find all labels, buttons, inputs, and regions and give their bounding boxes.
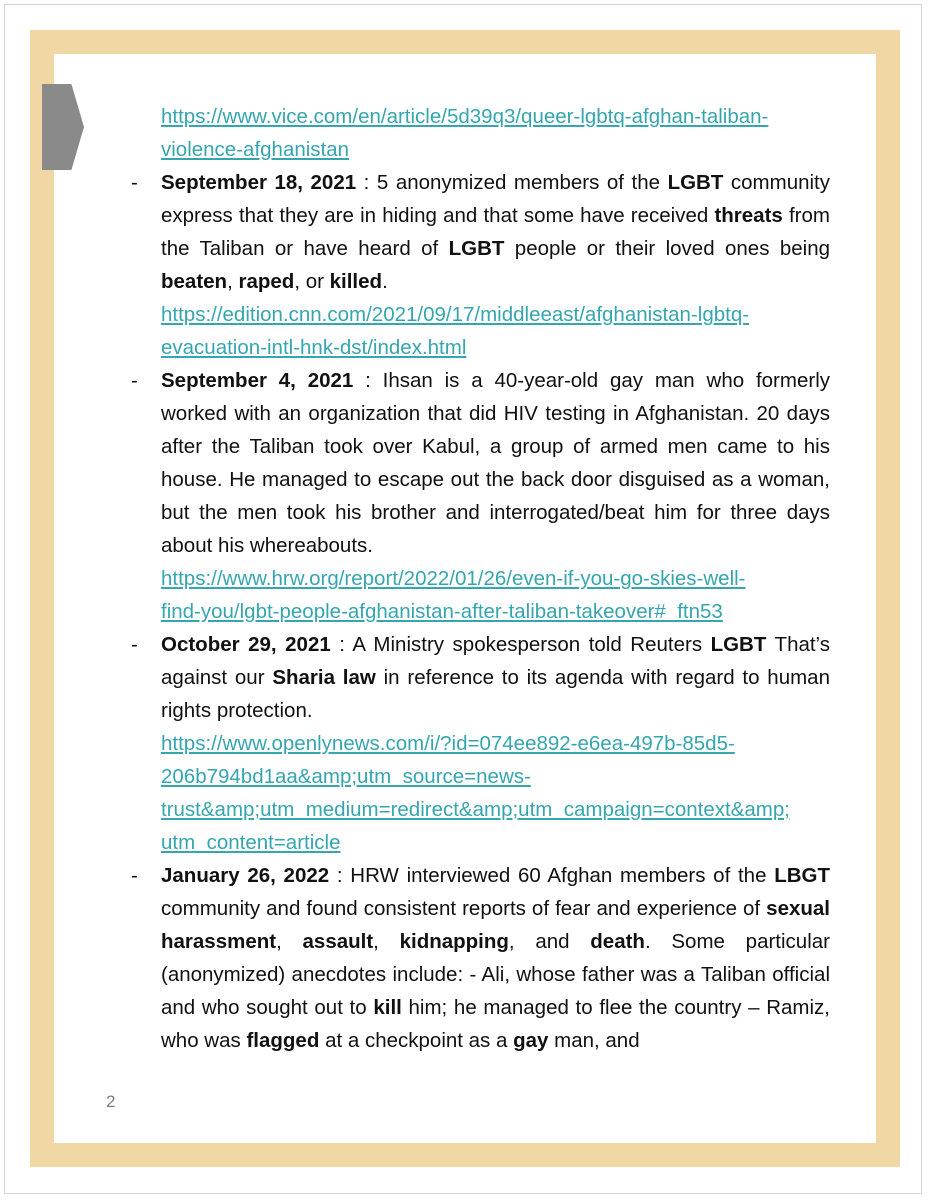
- page-number: 2: [106, 1092, 116, 1111]
- bullet-dash: -: [131, 171, 138, 194]
- entry-link-line[interactable]: https://www.hrw.org/report/2022/01/26/even-if-you-go-skies-well-: [161, 567, 746, 590]
- keyword: LGBT: [448, 237, 505, 260]
- entry-text: him; he managed to flee the country – Ramiz, who was: [161, 996, 830, 1052]
- timeline-entry-sep-18-2021: [124, 166, 830, 298]
- entry-text: people or their loved ones being: [504, 237, 830, 260]
- entry-text: community express that they are in hiding and that some have received: [161, 171, 831, 227]
- entry-body: [161, 364, 830, 562]
- entry-text: man, and: [548, 1029, 640, 1052]
- entry-text: ,: [373, 930, 400, 953]
- timeline-entry-sep-4-2021: [124, 364, 830, 562]
- keyword: assault: [302, 930, 374, 953]
- entry-text: : 5 anonymized members of the: [356, 171, 668, 194]
- entry-text: : A Ministry spokesperson told Reuters: [330, 633, 711, 656]
- entry-text: : Ihsan is a 40-year-old gay man who formerly worked with an organization that did HIV testing in Afghanistan. 20 days after the Taliban took over Kabul, a group of armed men came to his house. He managed to escape out the back door disguised as a woman, but the men took his brother and interrogated/beat him for three days about his whereabouts.: [161, 369, 830, 557]
- entry-link-line[interactable]: 206b794bd1aa&amp;utm_source=news-: [161, 765, 531, 788]
- keyword: Sharia law: [272, 666, 376, 689]
- keyword: LBGT: [774, 864, 830, 887]
- entry-text: in reference to its agenda with regard to human rights protection.: [161, 666, 830, 722]
- entry-body: [161, 628, 830, 727]
- entry-text: . Some particular (anonymized) anecdotes include: - Ali, whose father was a Taliban official and who sought out to: [161, 930, 830, 1019]
- keyword: sexual harassment: [161, 897, 830, 953]
- entry-link-line[interactable]: utm_content=article: [161, 831, 341, 854]
- entry-text: .: [382, 270, 388, 293]
- keyword: kill: [373, 996, 402, 1019]
- entry-text: , and: [508, 930, 591, 953]
- keyword: LGBT: [710, 633, 767, 656]
- entry-date: September 4, 2021: [161, 369, 354, 392]
- entry-body: [161, 859, 830, 1057]
- entry-link-line[interactable]: https://edition.cnn.com/2021/09/17/middleeast/afghanistan-lgbtq-: [161, 303, 750, 326]
- entry-text: That’s against our: [161, 633, 830, 689]
- entry-date: January 26, 2022: [161, 864, 330, 887]
- keyword: threats: [714, 204, 783, 227]
- entry-date: September 18, 2021: [161, 171, 357, 194]
- entry-date: October 29, 2021: [161, 633, 331, 656]
- bullet-dash: -: [131, 864, 138, 887]
- entry-body: [161, 166, 830, 298]
- entry-link-line[interactable]: evacuation-intl-hnk-dst/index.html: [161, 336, 467, 359]
- entry-text: at a checkpoint as a: [319, 1029, 514, 1052]
- entry-link-line[interactable]: trust&amp;utm_medium=redirect&amp;utm_campaign=context&amp;: [161, 798, 790, 821]
- keyword: raped: [238, 270, 295, 293]
- document-content: [124, 100, 830, 1057]
- bullet-dash: -: [131, 633, 138, 656]
- timeline-entry-jan-26-2022: [124, 859, 830, 1057]
- top-link-line-1[interactable]: https://www.vice.com/en/article/5d39q3/queer-lgbtq-afghan-taliban-: [161, 105, 769, 128]
- entry-text: ,: [276, 930, 303, 953]
- entry-link-line[interactable]: https://www.openlynews.com/i/?id=074ee892-e6ea-497b-85d5-: [161, 732, 735, 755]
- timeline-entry-oct-29-2021: [124, 628, 830, 727]
- bullet-dash: -: [131, 369, 138, 392]
- entry-link-line[interactable]: find-you/lgbt-people-afghanistan-after-taliban-takeover#_ftn53: [161, 600, 723, 623]
- entry-text: community and found consistent reports of fear and experience of: [161, 897, 767, 920]
- entry-text: , or: [294, 270, 330, 293]
- entry-text: from the Taliban or have heard of: [161, 204, 830, 260]
- keyword: gay: [513, 1029, 549, 1052]
- entry-text: ,: [227, 270, 239, 293]
- keyword: beaten: [161, 270, 228, 293]
- entry-text: : HRW interviewed 60 Afghan members of the: [329, 864, 775, 887]
- keyword: death: [590, 930, 645, 953]
- top-link-line-2[interactable]: violence-afghanistan: [161, 138, 350, 161]
- keyword: killed: [329, 270, 383, 293]
- keyword: LGBT: [667, 171, 724, 194]
- keyword: kidnapping: [399, 930, 509, 953]
- keyword: flagged: [246, 1029, 320, 1052]
